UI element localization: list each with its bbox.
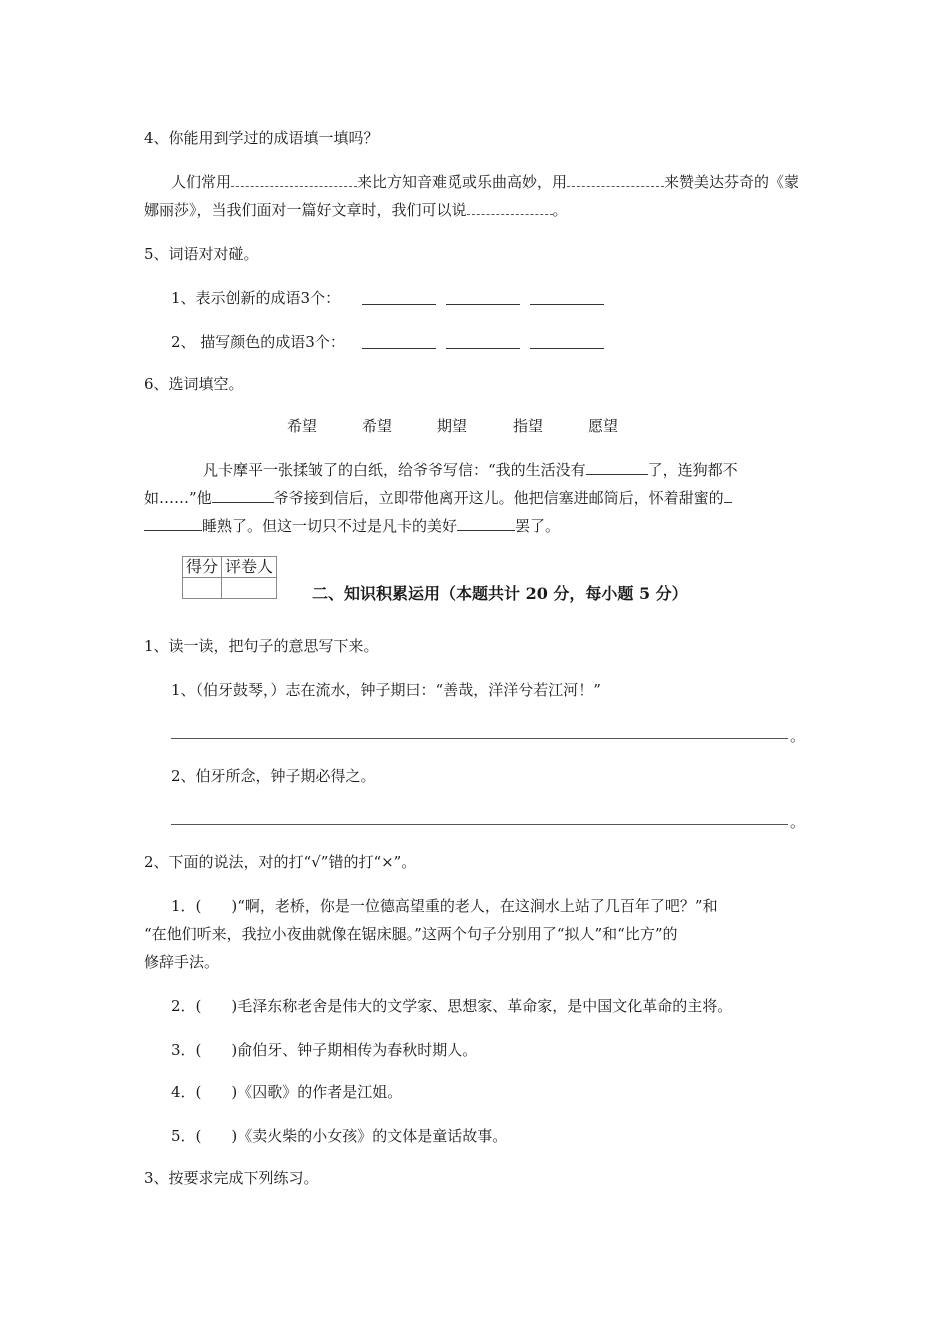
q5-item2-blank-1[interactable] [362, 334, 436, 349]
q5-item1-blank-1[interactable] [362, 290, 436, 305]
s2q2-item-1-line-2: “在他们听来，我拉小夜曲就像在锯床腿。”这两个句子分别用了“拟人”和“比方”的 [144, 925, 678, 943]
q6-text: 罢了。 [515, 517, 561, 535]
q6-passage-line-1 [203, 460, 738, 480]
s2q1-period: 。 [790, 727, 806, 745]
q4-blank-3[interactable] [467, 200, 553, 215]
s2q2-item-2: 2．( )毛泽东称老舍是伟大的文学家、思想家、革命家，是中国文化革命的主将。 [171, 997, 733, 1015]
q6-passage-line-3 [144, 516, 560, 536]
q4-line-2 [144, 200, 568, 220]
score-box-score-cell[interactable] [183, 578, 222, 599]
q6-blank-1[interactable] [586, 460, 648, 475]
q6-blank-3b[interactable] [144, 516, 202, 531]
s2q2-item-4: 4．( )《囚歌》的作者是江姐。 [171, 1083, 403, 1101]
s2q3-title: 3、按要求完成下列练习。 [144, 1169, 319, 1187]
s2q2-title: 2、下面的说法，对的打“√”错的打“×”。 [144, 853, 417, 871]
score-box-header-score: 得分 [183, 557, 222, 578]
q6-option: 希望 [362, 417, 393, 435]
q5-item2-blank-3[interactable] [530, 334, 604, 349]
q6-title: 6、选词填空。 [144, 375, 244, 393]
s2q2-item-1-line-3: 修辞手法。 [144, 953, 220, 971]
q6-option: 愿望 [588, 417, 619, 435]
s2q2-item-5: 5．( )《卖火柴的小女孩》的文体是童话故事。 [171, 1127, 508, 1145]
q6-blank-4[interactable] [457, 516, 515, 531]
s2q1-item-1: 1、（伯牙鼓琴，）志在流水，钟子期曰：“善哉，洋洋兮若江河！” [171, 681, 601, 699]
q4-text: 娜丽莎》，当我们面对一篇好文章时，我们可以说 [144, 201, 467, 219]
s2q1-period: 。 [790, 813, 806, 831]
q5-item1-blank-2[interactable] [446, 290, 520, 305]
q6-text: 了，连狗都不 [647, 461, 738, 479]
s2q1-title: 1、读一读，把句子的意思写下来。 [144, 637, 379, 655]
s2q2-item-1-line-1: 1．( )“啊，老桥，你是一位德高望重的老人，在这涧水上站了几百年了吧？”和 [171, 897, 718, 915]
q4-text: 人们常用 [171, 173, 232, 191]
q4-text: 来赞美达芬奇的《蒙 [664, 173, 800, 191]
q4-blank-1[interactable] [231, 172, 357, 187]
q6-option: 指望 [513, 417, 544, 435]
q6-text: 睡熟了。但这一切只不过是凡卡的美好 [202, 517, 458, 535]
s2q1-answer-line-2[interactable] [171, 824, 788, 825]
q5-item1-blank-3[interactable] [530, 290, 604, 305]
score-box-header-grader: 评卷人 [222, 557, 277, 578]
s2q2-item-3: 3．( )俞伯牙、钟子期相传为春秋时期人。 [171, 1041, 478, 1059]
q6-option: 希望 [287, 417, 318, 435]
q5-item-2 [171, 332, 345, 352]
q4-text: 来比方知音难觅或乐曲高妙，用 [357, 173, 568, 191]
q6-text: 如……”他 [144, 489, 212, 507]
section-2-title: 二、知识积累运用（本题共计 20 分，每小题 5 分） [312, 584, 688, 603]
q5-item-text: 1、表示创新的成语3个： [171, 289, 341, 307]
q6-passage-line-2 [144, 488, 732, 508]
q6-text: 凡卡摩平一张揉皱了的白纸，给爷爷写信：“我的生活没有 [203, 461, 586, 479]
q5-title: 5、词语对对碰。 [144, 245, 259, 263]
q6-blank-3a[interactable] [724, 488, 732, 503]
q6-blank-2[interactable] [212, 488, 274, 503]
q6-option: 期望 [437, 417, 468, 435]
q6-text: 爷爷接到信后，立即带他离开这儿。他把信塞进邮筒后，怀着甜蜜的 [273, 489, 724, 507]
q4-text: 。 [552, 201, 568, 219]
score-box-grader-cell[interactable] [222, 578, 277, 599]
s2q1-item-2: 2、伯牙所念，钟子期必得之。 [171, 767, 376, 785]
q5-item-text: 2、 描写颜色的成语3个： [171, 333, 345, 351]
s2q1-answer-line-1[interactable] [171, 738, 788, 739]
q5-item-1 [171, 288, 340, 308]
q4-blank-2[interactable] [567, 172, 664, 187]
q4-title: 4、你能用到学过的成语填一填吗？ [144, 129, 379, 147]
q5-item2-blank-2[interactable] [446, 334, 520, 349]
score-box [182, 556, 277, 599]
q4-line-1 [171, 172, 799, 192]
